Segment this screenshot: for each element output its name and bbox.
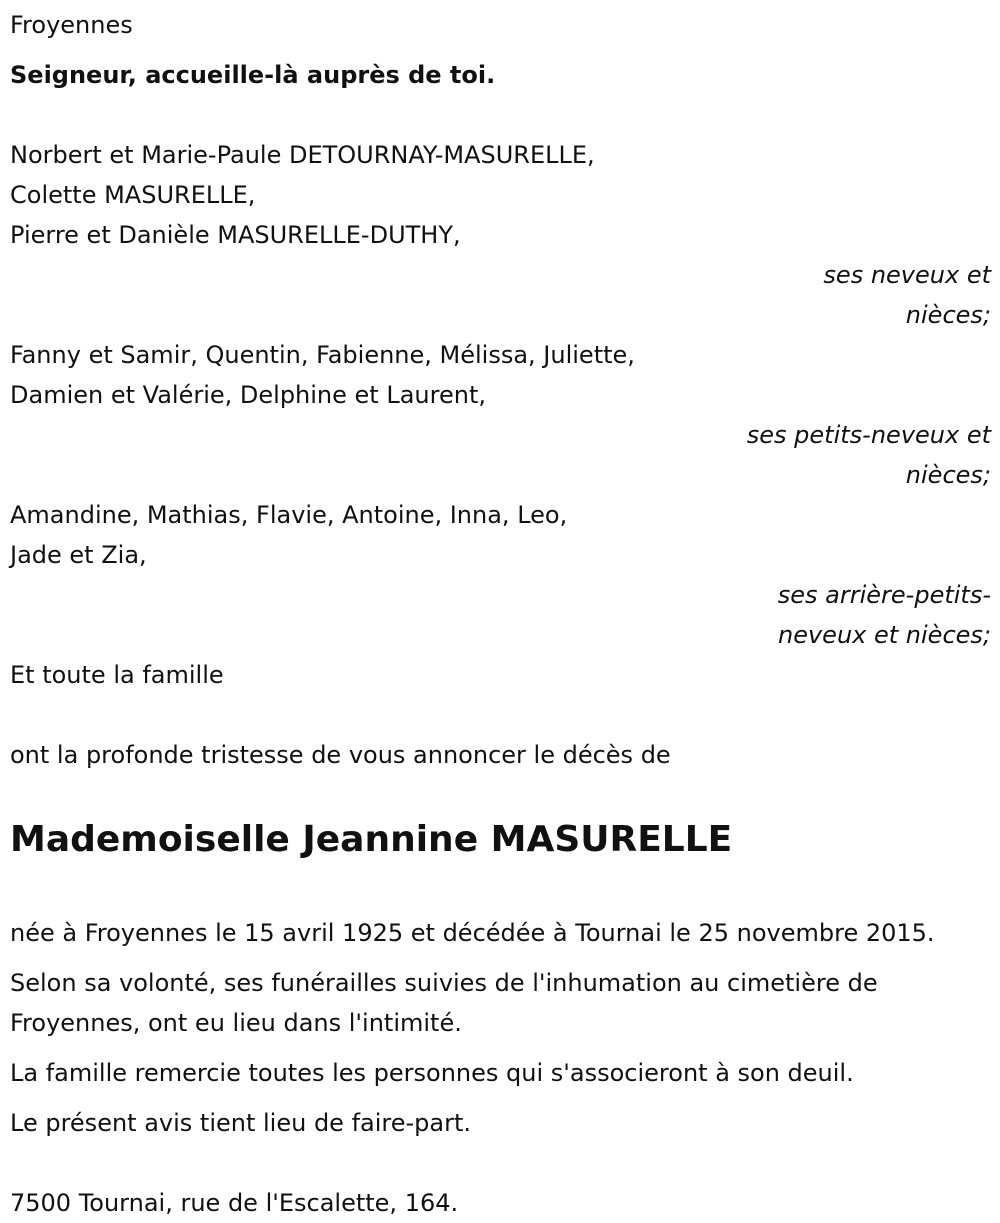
relation-line: ses petits-neveux et: [746, 421, 991, 449]
funeral-details: Selon sa volonté, ses funérailles suivies de l'inhumation au cimetière de Froyennes, ont eu lieu dans l'intimité.: [10, 969, 878, 1037]
verse: Seigneur, accueille-là auprès de toi.: [10, 61, 496, 89]
family-closing: Et toute la famille: [10, 661, 224, 689]
thanks-message: La famille remercie toutes les personnes qui s'associeront à son deuil.: [10, 1059, 854, 1087]
family-group-nephews: [10, 135, 991, 335]
obituary-notice: [10, 0, 991, 1223]
relation-label: [10, 415, 991, 495]
family-name-line: Fanny et Samir, Quentin, Fabienne, Mélissa, Juliette,: [10, 341, 635, 369]
family-name-line: Norbert et Marie-Paule DETOURNAY-MASURELLE,: [10, 141, 595, 169]
deceased-name: Mademoiselle Jeannine MASURELLE: [10, 819, 733, 860]
relation-label: [10, 255, 991, 335]
relation-line: ses arrière-petits-: [777, 581, 991, 609]
relation-label: [10, 575, 991, 655]
relation-line: ses neveux et: [823, 261, 991, 289]
notice-statement: Le présent avis tient lieu de faire-part.: [10, 1109, 472, 1137]
relation-line: nièces;: [905, 461, 991, 489]
family-name-line: Amandine, Mathias, Flavie, Antoine, Inna, Leo,: [10, 501, 568, 529]
relation-line: nièces;: [905, 301, 991, 329]
family-name-line: Colette MASURELLE,: [10, 181, 256, 209]
family-name-line: Jade et Zia,: [10, 541, 147, 569]
announcement-intro: ont la profonde tristesse de vous annoncer le décès de: [10, 741, 671, 769]
family-group-great-grand-nephews: [10, 495, 991, 655]
birth-death-details: née à Froyennes le 15 avril 1925 et décédée à Tournai le 25 novembre 2015.: [10, 919, 935, 947]
family-group-grand-nephews: [10, 335, 991, 495]
relation-line: neveux et nièces;: [778, 621, 991, 649]
family-name-line: Pierre et Danièle MASURELLE-DUTHY,: [10, 221, 461, 249]
family-name-line: Damien et Valérie, Delphine et Laurent,: [10, 381, 486, 409]
location: Froyennes: [10, 11, 133, 39]
address: 7500 Tournai, rue de l'Escalette, 164.: [10, 1189, 459, 1217]
